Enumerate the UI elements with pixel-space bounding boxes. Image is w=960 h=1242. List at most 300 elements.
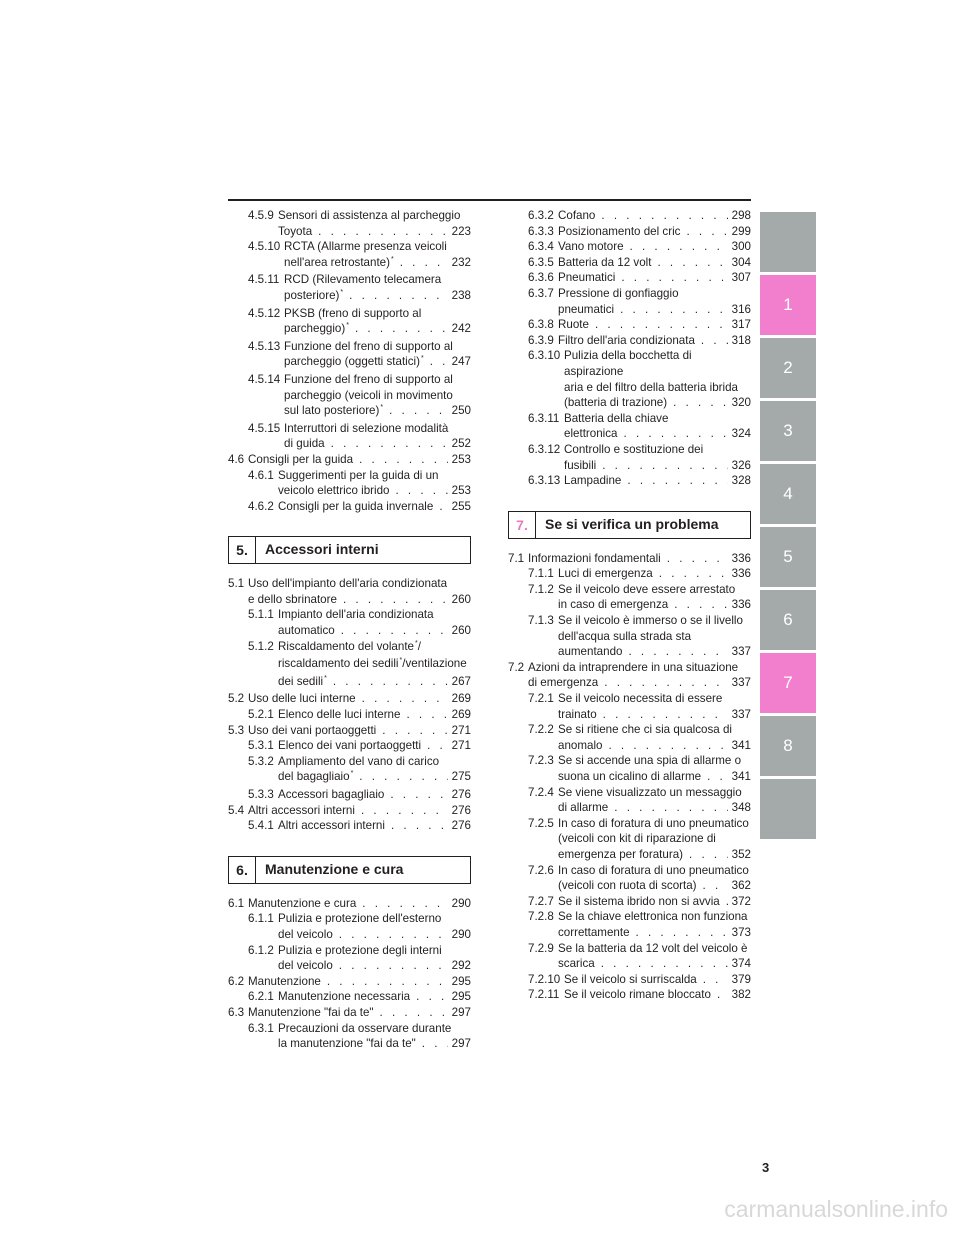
toc-entry[interactable] <box>228 576 471 607</box>
dot-leader <box>362 896 447 912</box>
toc-entry-title: Manutenzione necessaria <box>278 990 411 1004</box>
toc-entry[interactable] <box>508 317 751 333</box>
toc-entry-title: Se si ritiene che ci sia qualcosa di <box>558 723 732 737</box>
toc-entry[interactable] <box>508 270 751 286</box>
toc-entry-title: Se il veicolo è immerso o se il livello <box>558 614 743 628</box>
dot-leader <box>636 925 728 941</box>
dot-leader <box>406 707 447 723</box>
toc-entry-title: parcheggio)* <box>284 322 349 336</box>
toc-entry-number: 4.5.10 <box>248 240 281 254</box>
toc-entry-title: Altri accessori interni <box>278 819 385 833</box>
toc-page-number: 352 <box>731 847 751 861</box>
toc-page-number: 252 <box>451 437 471 451</box>
dot-leader <box>703 878 728 894</box>
toc-page-number: 290 <box>451 896 471 910</box>
toc-entry[interactable] <box>228 974 471 990</box>
toc-entry-title: (veicoli con kit di riparazione di <box>558 832 716 846</box>
chapter-tab-2[interactable]: 2 <box>760 338 816 398</box>
toc-entry-number: 6.3.9 <box>528 333 554 347</box>
toc-page-number: 295 <box>451 990 471 1004</box>
toc-entry[interactable] <box>228 803 471 819</box>
toc-entry-title: Se il veicolo si surriscalda <box>564 972 697 986</box>
toc-entry-title: Luci di emergenza <box>558 567 653 581</box>
toc-entry[interactable] <box>508 411 751 442</box>
dot-leader <box>391 818 448 834</box>
dot-leader <box>327 974 448 990</box>
dot-leader <box>601 956 728 972</box>
dot-leader <box>395 483 447 499</box>
toc-entry-title: di allarme <box>558 801 609 815</box>
toc-entry-number: 7.1.1 <box>528 567 554 581</box>
dot-leader <box>355 321 448 337</box>
toc-entry-title: fusibili <box>564 458 597 472</box>
toc-entry-title: Altri accessori interni <box>248 803 355 817</box>
toc-entry-title: del veicolo <box>278 927 333 941</box>
chapter-tab-8[interactable]: 8 <box>760 716 816 776</box>
toc-page-number: 337 <box>731 645 751 659</box>
toc-entry-title: Se si accende una spia di allarme o <box>558 754 742 768</box>
toc-entry-number: 6.1.1 <box>248 912 274 926</box>
footnote-asterisk: * <box>346 322 349 330</box>
toc-entry[interactable] <box>508 972 751 988</box>
toc-entry[interactable] <box>508 987 751 1003</box>
toc-entry-title: Consigli per la guida invernale <box>278 499 434 513</box>
toc-entry[interactable] <box>508 442 751 473</box>
toc-page-number: 260 <box>451 592 471 606</box>
toc-entry-title: posteriore)* <box>284 288 344 302</box>
toc-entry[interactable] <box>508 239 751 255</box>
toc-page-number: 292 <box>451 959 471 973</box>
toc-entry-title: suona un cicalino di allarme <box>558 770 702 783</box>
toc-page-number: 269 <box>451 708 471 722</box>
dot-leader <box>621 270 727 286</box>
toc-entry-title: aria e del filtro della batteria ibrida <box>564 380 739 394</box>
chapter-tab-blank[interactable] <box>760 212 816 272</box>
dot-leader <box>602 458 727 474</box>
toc-entry[interactable] <box>228 639 471 692</box>
dot-leader <box>674 597 727 613</box>
toc-entry-title: Pulizia della bocchetta di aspirazione <box>564 349 692 378</box>
toc-entry-number: 4.5.14 <box>248 372 281 386</box>
dot-leader <box>630 239 728 255</box>
toc-entry-number: 6.3.12 <box>528 442 561 456</box>
toc-entry-title: Se il sistema ibrido non si avvia <box>558 894 720 908</box>
toc-page-number: 341 <box>731 738 751 752</box>
toc-page-number: 290 <box>451 927 471 941</box>
toc-entry-title: sul lato posteriore)* <box>284 404 384 418</box>
dot-leader <box>343 592 448 608</box>
toc-entry-title: In caso di foratura di uno pneumatico <box>558 863 749 877</box>
toc-page-number: 295 <box>451 974 471 988</box>
toc-entry[interactable] <box>228 306 471 339</box>
dot-leader <box>339 958 448 974</box>
toc-entry-number: 6.3.4 <box>528 240 554 254</box>
section-title: Manutenzione e cura <box>265 860 404 877</box>
toc-entry-number: 4.5.15 <box>248 421 281 435</box>
toc-entry-title: Filtro dell'aria condizionata <box>558 333 695 347</box>
dot-leader <box>422 1036 448 1052</box>
dot-leader <box>349 288 448 304</box>
toc-entry-title: Funzione del freno di supporto al <box>284 339 453 353</box>
toc-page-number: 336 <box>731 567 751 581</box>
toc-entry[interactable] <box>228 896 471 912</box>
toc-entry-title: Se la batteria da 12 volt del veicolo è <box>558 941 748 955</box>
chapter-tab-6[interactable]: 6 <box>760 590 816 650</box>
toc-page-number: 276 <box>451 819 471 833</box>
toc-entry-title: Consigli per la guida <box>248 452 354 466</box>
toc-page-number: 316 <box>731 302 751 316</box>
toc-entry-number: 6.3.2 <box>528 209 554 222</box>
footnote-asterisk: * <box>414 639 418 647</box>
toc-page-number: 299 <box>731 224 751 238</box>
toc-entry-title: Posizionamento del cric <box>558 224 681 238</box>
toc-entry-number: 5.3 <box>228 723 245 737</box>
chapter-tab-1[interactable]: 1 <box>760 275 816 335</box>
toc-entry-number: 5.1 <box>228 577 245 591</box>
toc-entry-title: Riscaldamento del volante*/ <box>278 639 421 653</box>
toc-entry-number: 6.2.1 <box>248 990 274 1004</box>
toc-entry[interactable] <box>228 1021 471 1052</box>
footnote-asterisk: * <box>420 355 424 363</box>
toc-entry-title: la manutenzione "fai da te" <box>278 1037 416 1051</box>
section-title: Se si verifica un problema <box>545 515 719 532</box>
toc-entry[interactable] <box>508 660 751 691</box>
toc-entry-number: 6.3 <box>228 1005 245 1019</box>
toc-entry[interactable] <box>228 818 471 834</box>
dot-leader <box>595 317 728 333</box>
dot-leader <box>657 255 727 271</box>
toc-entry-title: Azioni da intraprendere in una situazione <box>528 660 739 674</box>
toc-entry-number: 4.5.11 <box>248 273 280 287</box>
chapter-tab-5[interactable]: 5 <box>760 527 816 587</box>
toc-entry-title: Se il veicolo rimane bloccato <box>564 988 711 1002</box>
toc-entry-title: RCD (Rilevamento telecamera <box>284 273 442 287</box>
toc-entry-title: Impianto dell'aria condizionata <box>278 608 434 622</box>
toc-entry[interactable] <box>508 785 751 816</box>
dot-leader <box>703 972 728 988</box>
toc-entry-title: Precauzioni da osservare durante <box>278 1021 452 1035</box>
toc-page-number: 297 <box>451 1005 471 1019</box>
toc-entry-title: Pulizia e protezione degli interni <box>278 943 442 957</box>
dot-leader <box>701 333 728 349</box>
toc-entry-number: 4.5.12 <box>248 306 281 320</box>
toc-entry-title: anomalo <box>558 738 603 752</box>
toc-entry-title: in caso di emergenza <box>558 598 669 612</box>
toc-entry-title: elettronica <box>564 427 618 441</box>
toc-page-number: 253 <box>451 484 471 498</box>
toc-entry-title: PKSB (freno di supporto al <box>284 306 422 320</box>
toc-entry[interactable] <box>228 707 471 723</box>
toc-entry-title: Funzione del freno di supporto al <box>284 372 453 386</box>
toc-entry-title: Informazioni fondamentali <box>528 551 661 565</box>
toc-page-number: 317 <box>731 318 751 332</box>
toc-entry-title: Accessori bagagliaio <box>278 788 385 801</box>
toc-page-number: 250 <box>451 404 471 418</box>
toc-entry[interactable] <box>508 348 751 410</box>
toc-entry-title: Lampadine <box>564 474 622 488</box>
dot-leader <box>604 675 727 691</box>
toc-entry-title: e dello sbrinatore <box>248 592 337 606</box>
section-number: 7. <box>509 512 536 538</box>
toc-page-number: 328 <box>731 474 751 488</box>
dot-leader <box>339 927 448 943</box>
toc-entry-title: Toyota <box>278 224 313 238</box>
toc-entry-title: Cofano <box>558 209 596 222</box>
footnote-asterisk: * <box>399 657 403 665</box>
toc-page-number: 348 <box>731 801 751 815</box>
toc-page-number: 320 <box>731 396 751 410</box>
toc-entry-number: 7.2.11 <box>528 988 560 1002</box>
toc-page-number: 275 <box>451 770 471 784</box>
dot-leader <box>390 787 447 803</box>
toc-entry[interactable] <box>228 239 471 272</box>
toc-page-number: 271 <box>451 739 471 753</box>
toc-entry[interactable] <box>508 894 751 910</box>
footnote-asterisk: * <box>350 770 354 778</box>
dot-leader <box>380 1005 448 1021</box>
toc-entry[interactable] <box>228 1005 471 1021</box>
toc-entry[interactable] <box>508 224 751 240</box>
toc-entry-number: 6.3.1 <box>248 1021 274 1035</box>
toc-entry-title: Elenco dei vani portaoggetti <box>278 739 422 753</box>
toc-entry[interactable] <box>228 468 471 499</box>
toc-entry-number: 4.5.9 <box>248 209 274 222</box>
toc-entry[interactable] <box>508 208 751 224</box>
toc-entry[interactable] <box>228 339 471 372</box>
toc-entry[interactable] <box>508 613 751 660</box>
chapter-tab-4[interactable]: 4 <box>760 464 816 524</box>
section-title: Accessori interni <box>265 541 379 558</box>
toc-entry[interactable] <box>508 722 751 753</box>
dot-leader <box>614 800 727 816</box>
toc-entry-title: Elenco delle luci interne <box>278 708 401 722</box>
toc-entry-number: 6.3.7 <box>528 286 554 300</box>
toc-entry-title: Pneumatici <box>558 271 616 285</box>
header-rule <box>228 199 751 201</box>
toc-left-column <box>228 208 471 1052</box>
toc-entry[interactable] <box>508 255 751 271</box>
toc-entry-title: In caso di foratura di uno pneumatico <box>558 816 749 830</box>
toc-entry-title: Pressione di gonfiaggio <box>558 286 679 300</box>
toc-entry-title: Uso dell'impianto dell'aria condizionata <box>248 577 448 591</box>
dot-leader <box>726 894 728 910</box>
toc-entry-number: 5.2.1 <box>248 708 274 722</box>
toc-entry[interactable] <box>508 909 751 940</box>
toc-entry-title: Vano motore <box>558 240 624 254</box>
toc-page-number: 337 <box>731 707 751 721</box>
toc-entry-number: 4.6.2 <box>248 499 274 513</box>
toc-page-number: 382 <box>731 988 751 1002</box>
toc-page-number: 362 <box>731 879 751 893</box>
toc-entry-title: Uso delle luci interne <box>248 692 356 706</box>
toc-entry[interactable] <box>228 943 471 974</box>
toc-entry[interactable] <box>228 208 471 239</box>
dot-leader <box>427 738 448 754</box>
toc-entry[interactable] <box>228 607 471 638</box>
dot-leader <box>717 987 728 1003</box>
section-header <box>228 536 471 564</box>
toc-entry-title: Se la chiave elettronica non funziona <box>558 910 748 924</box>
toc-page-number: 336 <box>731 551 751 565</box>
dot-leader <box>628 644 727 660</box>
toc-entry[interactable] <box>508 286 751 317</box>
dot-leader <box>624 426 728 442</box>
toc-entry[interactable] <box>508 816 751 863</box>
toc-page-number: 242 <box>451 322 471 336</box>
toc-entry[interactable] <box>508 691 751 722</box>
toc-entry[interactable] <box>228 272 471 305</box>
toc-entry-number: 7.1.3 <box>528 614 554 628</box>
toc-entry[interactable] <box>228 738 471 754</box>
toc-page-number: 276 <box>451 788 471 801</box>
dot-leader <box>359 452 448 468</box>
toc-entry-title: Interruttori di selezione modalità <box>284 421 449 435</box>
toc-entry-title: Manutenzione e cura <box>248 896 357 910</box>
dot-leader <box>608 738 727 754</box>
toc-entry-number: 7.1.2 <box>528 582 554 596</box>
toc-entry-number: 7.2.1 <box>528 692 554 706</box>
toc-page-number: 253 <box>451 452 471 466</box>
toc-entry-title: Suggerimenti per la guida di un <box>278 468 439 482</box>
toc-entry-number: 6.3.10 <box>528 349 561 363</box>
toc-entry[interactable] <box>228 754 471 787</box>
dot-leader <box>362 691 448 707</box>
toc-entry-title: Ampliamento del vano di carico <box>278 754 440 768</box>
toc-entry-title: Batteria della chiave <box>564 411 669 425</box>
toc-entry-title: Se viene visualizzato un messaggio <box>558 785 742 799</box>
toc-entry-title: emergenza per foratura) <box>558 847 684 861</box>
toc-entry[interactable] <box>508 551 751 567</box>
toc-entry-title: Controllo e sostituzione dei <box>564 442 704 456</box>
dot-leader <box>620 302 728 318</box>
chapter-tab-3[interactable]: 3 <box>760 401 816 461</box>
dot-leader <box>359 769 447 785</box>
toc-entry-number: 7.2.4 <box>528 785 554 799</box>
toc-entry[interactable] <box>228 911 471 942</box>
toc-entry-number: 5.3.2 <box>248 754 274 768</box>
toc-entry[interactable] <box>228 691 471 707</box>
toc-entry[interactable] <box>508 582 751 613</box>
toc-entry-number: 7.2.7 <box>528 894 554 908</box>
toc-page-number: 300 <box>731 240 751 254</box>
toc-page-number: 304 <box>731 255 751 269</box>
toc-entry[interactable] <box>228 989 471 1005</box>
toc-page-number: 298 <box>731 209 751 222</box>
toc-entry[interactable] <box>228 421 471 452</box>
toc-page-number: 373 <box>731 925 751 939</box>
toc-entry-title: parcheggio (oggetti statici)* <box>284 355 424 369</box>
toc-entry-title: Se il veicolo deve essere arrestato <box>558 582 736 596</box>
toc-entry-title: di emergenza <box>528 676 599 690</box>
toc-page-number: 379 <box>731 972 751 986</box>
toc-page-number: 260 <box>451 624 471 638</box>
toc-entry-number: 5.1.1 <box>248 608 274 622</box>
dot-leader <box>603 707 728 723</box>
toc-entry[interactable] <box>508 473 751 489</box>
toc-entry[interactable] <box>228 723 471 739</box>
toc-entry-number: 6.3.11 <box>528 411 560 425</box>
toc-entry-title: Pulizia e protezione dell'esterno <box>278 912 442 926</box>
toc-entry[interactable] <box>228 499 471 515</box>
toc-page-number: 247 <box>451 355 471 369</box>
toc-entry-title: Batteria da 12 volt <box>558 255 652 269</box>
toc-entry-number: 5.4.1 <box>248 819 274 833</box>
toc-entry-number: 7.2.2 <box>528 723 554 737</box>
chapter-tab-7[interactable]: 7 <box>760 653 816 713</box>
dot-leader <box>686 224 727 240</box>
toc-entry-number: 7.2.3 <box>528 754 554 768</box>
toc-entry-number: 6.1 <box>228 896 245 910</box>
toc-entry[interactable] <box>228 787 471 803</box>
toc-entry-number: 7.2.10 <box>528 972 561 986</box>
dot-leader <box>707 769 728 785</box>
toc-entry-title: trainato <box>558 707 597 721</box>
footer-watermark: carmanualsonline.info <box>724 1196 948 1222</box>
toc-entry-number: 7.1 <box>508 551 525 565</box>
section-header <box>228 856 471 884</box>
toc-entry-title: aumentando <box>558 645 623 659</box>
toc-entry-title: Manutenzione "fai da te" <box>248 1005 374 1019</box>
toc-entry-title: Se il veicolo necessita di essere <box>558 692 723 706</box>
toc-entry-number: 6.3.3 <box>528 224 554 238</box>
dot-leader <box>601 208 727 224</box>
toc-entry[interactable] <box>508 566 751 582</box>
dot-leader <box>341 623 448 639</box>
toc-entry-number: 5.2 <box>228 692 245 706</box>
toc-page-number: 271 <box>451 723 471 737</box>
toc-entry-title: pneumatici <box>558 302 615 316</box>
chapter-tab-blank[interactable] <box>760 779 816 839</box>
toc-page-number: 337 <box>731 676 751 690</box>
dot-leader <box>627 473 727 489</box>
section-header <box>508 511 751 539</box>
toc-entry-title: veicolo elettrico ibrido <box>278 484 390 498</box>
toc-entry[interactable] <box>508 333 751 349</box>
toc-entry-title: Ruote <box>558 318 589 332</box>
toc-entry-number: 4.6 <box>228 452 245 466</box>
toc-entry-number: 6.3.5 <box>528 255 554 269</box>
toc-page-number: 307 <box>731 271 751 285</box>
toc-right-column <box>508 208 751 1003</box>
toc-page-number: 341 <box>731 770 751 783</box>
toc-page-number: 232 <box>451 255 471 269</box>
toc-entry-number: 5.3.1 <box>248 739 274 753</box>
toc-entry-title: parcheggio (veicoli in movimento <box>284 388 453 402</box>
toc-entry[interactable] <box>228 372 471 421</box>
toc-entry-number: 4.6.1 <box>248 468 274 482</box>
dot-leader <box>318 224 447 240</box>
toc-entry-title: automatico <box>278 624 335 638</box>
dot-leader <box>430 354 448 370</box>
toc-entry-title: (batteria di trazione) <box>564 396 668 410</box>
toc-entry-number: 4.5.13 <box>248 339 281 353</box>
footnote-asterisk: * <box>380 404 384 412</box>
toc-page-number: 372 <box>731 894 751 908</box>
toc-entry-number: 7.2.6 <box>528 863 554 877</box>
toc-entry[interactable] <box>508 863 751 894</box>
dot-leader <box>673 395 728 411</box>
toc-entry-title: riscaldamento dei sedili*/ventilazione <box>278 657 467 671</box>
toc-entry-title: (veicoli con ruota di scorta) <box>558 879 697 893</box>
toc-page-number: 374 <box>731 957 751 971</box>
toc-page-number: 324 <box>731 427 751 441</box>
toc-page-number: 255 <box>451 499 471 513</box>
dot-leader <box>389 403 448 419</box>
dot-leader <box>331 436 448 452</box>
toc-entry[interactable] <box>508 753 751 784</box>
toc-entry[interactable] <box>508 941 751 972</box>
toc-entry[interactable] <box>228 452 471 468</box>
